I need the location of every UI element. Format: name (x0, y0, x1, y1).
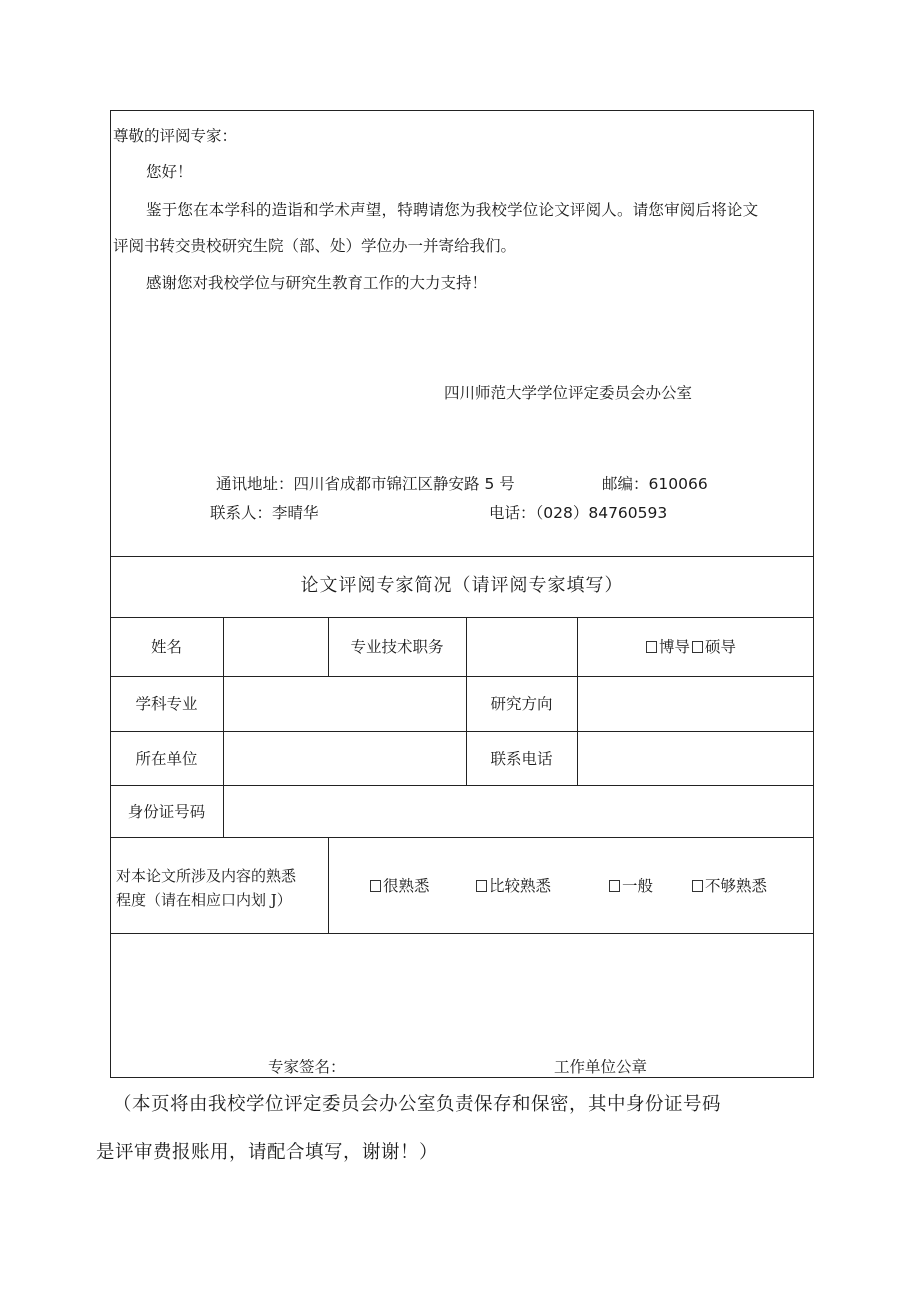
salutation: 尊敬的评阅专家： (113, 127, 238, 145)
address-suffix: 号 (499, 475, 515, 493)
research-direction-label: 研究方向 (490, 695, 553, 713)
postcode-value: 610066 (648, 475, 708, 493)
contact-phone-field[interactable] (578, 732, 814, 785)
familiarity-option-fairly[interactable] (476, 876, 551, 896)
name-label: 姓名 (150, 638, 182, 656)
expert-signature-label: 专家签名： (268, 1058, 346, 1076)
unit-field[interactable] (224, 732, 466, 785)
average-checkbox[interactable] (609, 880, 620, 892)
supervisor-type (646, 637, 736, 657)
contact-phone-label: 联系电话 (490, 750, 553, 768)
familiarity-option-very[interactable] (370, 876, 430, 896)
phone-label: 电话： (489, 504, 536, 522)
form-title: 论文评阅专家简况（请评阅专家填写） (300, 575, 624, 596)
professional-title-field[interactable] (467, 618, 577, 676)
discipline-field[interactable] (224, 677, 466, 731)
familiarity-option-not[interactable] (692, 876, 767, 896)
familiarity-option-average[interactable] (609, 876, 653, 896)
familiarity-label-line2: 程度（请在相应口内划 J） (116, 891, 292, 909)
unit-label: 所在单位 (135, 750, 198, 768)
letter-body-line2: 评阅书转交贵校研究生院（部、处）学位办一并寄给我们。 (113, 237, 517, 255)
phone-line (489, 503, 667, 523)
familiarity-label-line1: 对本论文所涉及内容的熟悉 (116, 867, 297, 885)
not-familiar-label: 不够熟悉 (705, 877, 768, 895)
letter-body-line1: 鉴于您在本学科的造诣和学术声望，特聘请您为我校学位论文评阅人。请您审阅后将论文 (146, 201, 759, 219)
unit-seal-label: 工作单位公章 (554, 1058, 648, 1076)
fairly-familiar-checkbox[interactable] (476, 880, 487, 892)
signature-area[interactable] (111, 934, 813, 1077)
fairly-familiar-label: 比较熟悉 (489, 877, 552, 895)
postcode-line (602, 474, 708, 494)
address-label: 通讯地址：四川省成都市锦江区静安路 (216, 475, 480, 493)
research-direction-field[interactable] (578, 677, 814, 731)
col-divider-familiarity (328, 837, 329, 933)
divider-letter (110, 556, 814, 557)
contact-person: 联系人：李晴华 (210, 504, 319, 522)
master-supervisor-label: 硕导 (705, 638, 737, 656)
professional-title-label: 专业技术职务 (350, 638, 444, 656)
not-familiar-checkbox[interactable] (692, 880, 703, 892)
address-line (216, 474, 515, 494)
id-number-label: 身份证号码 (127, 803, 206, 821)
letter-thanks: 感谢您对我校学位与研究生教育工作的大力支持！ (146, 274, 488, 292)
id-number-field[interactable] (224, 786, 814, 837)
divider-title (110, 617, 814, 618)
address-number: 5 (484, 475, 495, 493)
sender-office: 四川师范大学学位评定委员会办公室 (444, 384, 693, 402)
doctoral-supervisor-checkbox[interactable] (646, 641, 657, 653)
footer-note-line1: （本页将由我校学位评定委员会办公室负责保存和保密，其中身份证号码 (113, 1094, 722, 1115)
doctoral-supervisor-label: 博导 (659, 638, 691, 656)
name-field[interactable] (224, 618, 328, 676)
divider-row4 (110, 837, 814, 838)
greeting: 您好！ (146, 163, 193, 181)
footer-note-line2: 是评审费报账用，请配合填写，谢谢！） (96, 1142, 439, 1163)
very-familiar-checkbox[interactable] (370, 880, 381, 892)
very-familiar-label: 很熟悉 (383, 877, 430, 895)
discipline-label: 学科专业 (135, 695, 198, 713)
master-supervisor-checkbox[interactable] (692, 641, 703, 653)
average-label: 一般 (622, 877, 654, 895)
postcode-label: 邮编： (602, 475, 649, 493)
phone-value: （028）84760593 (535, 504, 668, 522)
